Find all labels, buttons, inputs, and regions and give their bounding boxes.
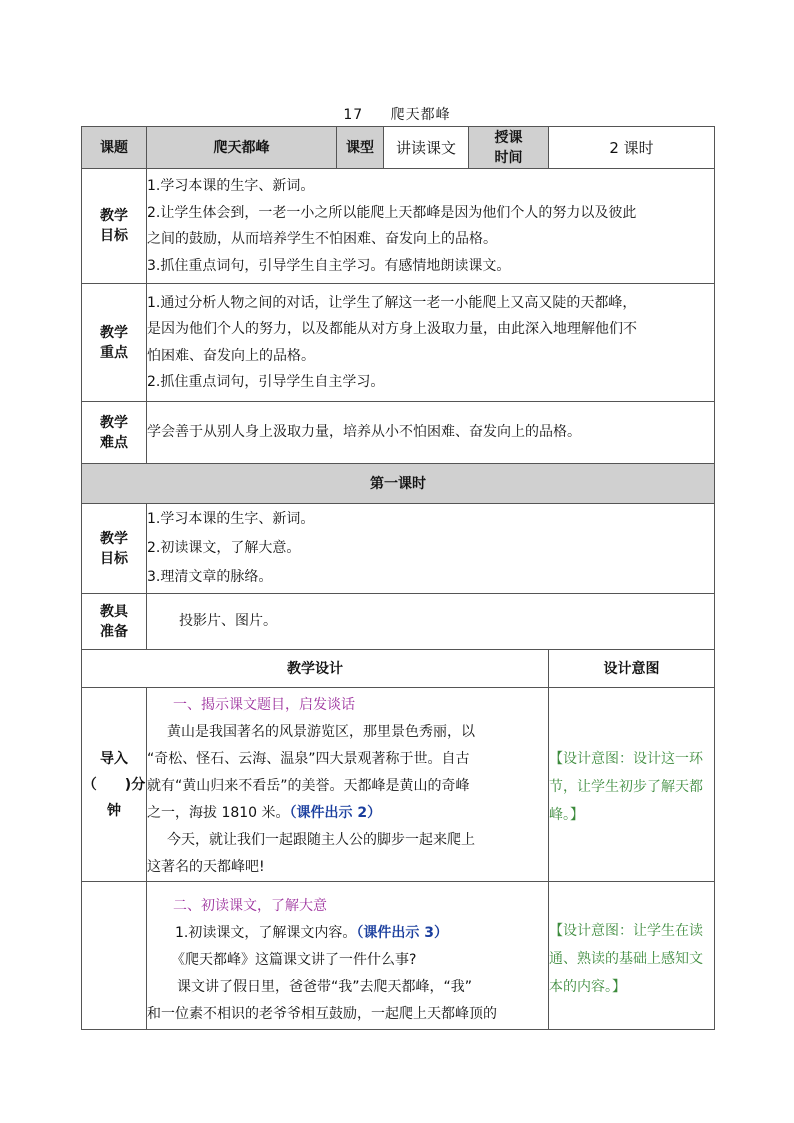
intro-label: 导入 （ )分 钟 (82, 688, 147, 882)
time-label: 授课 时间 (469, 127, 549, 169)
lesson-plan-table (81, 126, 715, 1030)
header-row (82, 127, 715, 169)
reading-content: 二、初读课文，了解大意 1.初读课文，了解课文内容。（课件出示 3） 《爬天都峰》这篇课文讲了一件什么事? 课文讲了假日里，爸爸带“我”去爬天都峰，“我” 和一位素不相识的老爷爷相互鼓励，一起爬上天都峰顶的 (147, 882, 549, 1030)
intro-heading: 一、揭示课文题目，启发谈话 (173, 697, 355, 713)
design-header-row (82, 650, 715, 688)
focus-content: 1.通过分析人物之间的对话，让学生了解这一老一小能爬上又高又陡的天都峰， 是因为他们个人的努力，以及都能从对方身上汲取力量，由此深入地理解他们不 怕困难、奋发向上的品格。 2.抓住重点词句，引导学生自主学习。 (147, 284, 715, 402)
courseware-2: （课件出示 2） (289, 805, 382, 821)
type-value: 讲读课文 (384, 127, 469, 169)
page-title (0, 104, 794, 124)
reading-heading: 二、初读课文，了解大意 (173, 898, 327, 914)
design-header-right: 设计意图 (549, 650, 715, 688)
intro-row (82, 688, 715, 882)
tools-label: 教具 准备 (82, 594, 147, 650)
design-header-left: 教学设计 (82, 650, 549, 688)
type-label: 课型 (337, 127, 384, 169)
time-value: 2 课时 (549, 127, 715, 169)
difficulty-content: 学会善于从别人身上汲取力量，培养从小不怕困难、奋发向上的品格。 (147, 402, 715, 464)
goals2-content: 1.学习本课的生字、新词。 2.初读课文，了解大意。 3.理清文章的脉络。 (147, 504, 715, 594)
goals-row (82, 169, 715, 284)
difficulty-label: 教学 难点 (82, 402, 147, 464)
lesson-title: 爬天都峰 (390, 107, 451, 123)
goals2-label: 教学 目标 (82, 504, 147, 594)
goals-content: 1.学习本课的生字、新词。 2.让学生体会到，一老一小之所以能爬上天都峰是因为他们个人的努力以及彼此 之间的鼓励，从而培养学生不怕困难、奋发向上的品格。 3.抓住重点词句，引导学生自主学习。有感情地朗读课文。 (147, 169, 715, 284)
reading-intent: 【设计意图：让学生在读通、熟读的基础上感知文本的内容。】 (549, 882, 715, 1030)
focus-label: 教学 重点 (82, 284, 147, 402)
goals2-row (82, 504, 715, 594)
intro-intent: 【设计意图：设计这一环节，让学生初步了解天都峰。】 (549, 688, 715, 882)
first-lesson-row (82, 464, 715, 504)
reading-label (82, 882, 147, 1030)
topic-label: 课题 (82, 127, 147, 169)
focus-row (82, 284, 715, 402)
goals-label: 教学 目标 (82, 169, 147, 284)
tools-content: 投影片、图片。 (147, 594, 715, 650)
lesson-number: 17 (343, 107, 364, 123)
reading-row (82, 882, 715, 1030)
first-lesson-title: 第一课时 (82, 464, 715, 504)
tools-row (82, 594, 715, 650)
intro-content: 一、揭示课文题目，启发谈话 黄山是我国著名的风景游览区，那里景色秀丽，以 “奇松、怪石、云海、温泉”四大景观著称于世。自古 就有“黄山归来不看岳”的美誉。天都峰是黄山的奇峰 之一，海拔 1810 米。（课件出示 2） 今天，就让我们一起跟随主人公的脚步一起来爬上 这著名的天都峰吧! (147, 688, 549, 882)
difficulty-row (82, 402, 715, 464)
courseware-3: （课件出示 3） (356, 925, 448, 941)
topic-value: 爬天都峰 (147, 127, 337, 169)
